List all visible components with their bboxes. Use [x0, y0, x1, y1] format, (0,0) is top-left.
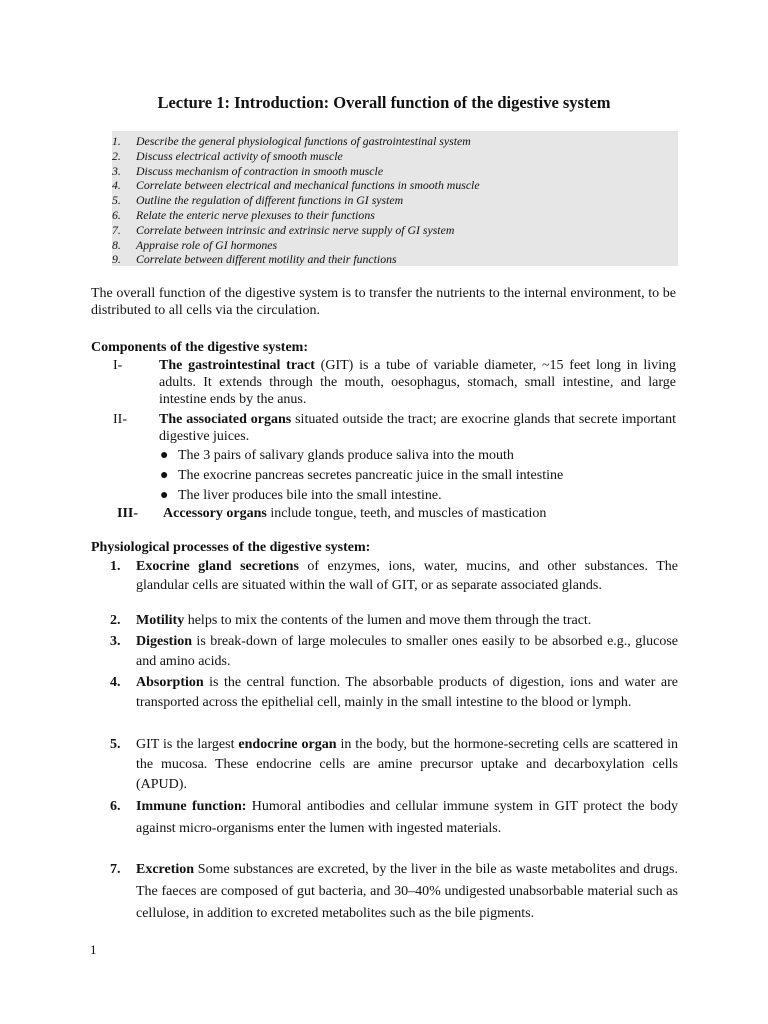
roman-numeral: II- [113, 412, 127, 427]
bullet-dot-icon: ● [160, 448, 169, 463]
roman-numeral: III- [117, 506, 139, 521]
intro-paragraph: The overall function of the digestive system is to transfer the nutrients to the internal environment, to be distributed to all cells via the circulation. [91, 286, 676, 318]
process-description: Some substances are excreted, by the liver in the bile as waste metabolites and drugs. The faeces are composed of gut bacteria, and 30–40% undigested unabsorbable material such as cellulose, in addition to excreted metabolites such as the bile pigments. [136, 862, 678, 921]
objective-text: Correlate between intrinsic and extrinsic nerve supply of GI system [136, 222, 455, 237]
process-text [136, 673, 678, 713]
process-prefix: GIT is the largest [136, 737, 239, 752]
page-number: 1 [90, 942, 97, 957]
process-description: helps to mix the contents of the lumen and move them through the tract. [184, 613, 592, 628]
process-term: Motility [136, 613, 185, 628]
component-term: The associated organs [159, 412, 292, 427]
process-description: is the central function. The absorbable products of digestion, ions and water are transported across the epithelial cell, mainly in the small intestine to the blood or lymph. [136, 675, 678, 710]
components-heading: Components of the digestive system: [91, 340, 308, 355]
process-description: Humoral antibodies and cellular immune system in GIT protect the body against micro-organisms enter the lumen with ingested materials. [136, 799, 678, 836]
bullet-text: The exocrine pancreas secretes pancreatic juice in the small intestine [178, 468, 564, 483]
component-description: include tongue, teeth, and muscles of mastication [266, 506, 547, 521]
component-text [159, 411, 676, 445]
process-number: 1. [110, 559, 121, 574]
page-title: Lecture 1: Introduction: Overall function of the digestive system [157, 93, 611, 112]
objective-text: Discuss mechanism of contraction in smooth muscle [136, 163, 384, 178]
component-description: situated outside the tract; are exocrine glands that secrete important digestive juices. [159, 412, 677, 444]
process-description: in the body, but the hormone-secreting cells are scattered in the mucosa. These endocrine cells are amine precursor uptake and decarboxylation cells (APUD). [136, 737, 679, 792]
process-number: 2. [110, 613, 121, 628]
objective-text: Correlate between electrical and mechanical functions in smooth muscle [136, 178, 480, 193]
component-description: (GIT) is a tube of variable diameter, ~15 feet long in living adults. It extends through the mouth, oesophagus, stomach, small intestine, and large intestine ends by the anus. [159, 358, 677, 407]
process-number: 3. [110, 634, 121, 649]
component-term: The gastrointestinal tract [159, 358, 315, 373]
process-number: 5. [110, 737, 121, 752]
process-text [136, 735, 678, 795]
bullet-dot-icon: ● [160, 488, 169, 503]
objective-number: 5. [112, 193, 121, 208]
objective-text: Relate the enteric nerve plexuses to their functions [136, 207, 375, 222]
process-term: Immune function: [136, 799, 247, 814]
objective-number: 3. [112, 163, 121, 178]
process-text [136, 796, 678, 840]
process-description: of enzymes, ions, water, mucins, and other substances. The glandular cells are situated within the wall of GIT, or as separate associated glands. [136, 559, 678, 593]
process-text [136, 632, 678, 672]
objective-number: 4. [112, 178, 121, 193]
process-term: Absorption [136, 675, 204, 690]
objective-item [112, 223, 678, 238]
objective-item [112, 252, 678, 267]
roman-numeral: I- [113, 358, 123, 373]
process-number: 7. [110, 862, 121, 877]
objective-item [112, 178, 678, 193]
objective-number: 2. [112, 148, 121, 163]
objective-number: 6. [112, 207, 121, 222]
objective-item [112, 134, 678, 149]
objective-item [112, 149, 678, 164]
component-text [159, 357, 676, 408]
bullet-text: The liver produces bile into the small intestine. [178, 488, 442, 503]
processes-heading: Physiological processes of the digestive system: [91, 540, 371, 555]
objective-number: 9. [112, 252, 121, 267]
objective-item [112, 193, 678, 208]
objective-number: 8. [112, 237, 121, 252]
process-text [136, 859, 678, 925]
objective-item [112, 164, 678, 179]
process-text [136, 557, 678, 595]
objective-number: 1. [112, 134, 121, 148]
component-term: Accessory organs [163, 506, 267, 521]
process-text [136, 611, 678, 630]
objectives-list [112, 131, 678, 267]
objective-number: 7. [112, 222, 121, 237]
objective-text: Describe the general physiological functions of gastrointestinal system [136, 134, 471, 148]
process-term: Digestion [136, 634, 192, 649]
process-term: endocrine organ [238, 737, 337, 752]
objective-text: Appraise role of GI hormones [136, 237, 278, 252]
objective-item [112, 238, 678, 253]
process-term: Excretion [136, 862, 195, 877]
objective-text: Discuss electrical activity of smooth muscle [136, 148, 343, 163]
objective-item [112, 208, 678, 223]
objective-text: Outline the regulation of different functions in GI system [136, 193, 404, 208]
process-term: Exocrine gland secretions [136, 559, 299, 574]
objective-text: Correlate between different motility and their functions [136, 252, 397, 267]
bullet-dot-icon: ● [160, 468, 169, 483]
learning-objectives-box [112, 131, 678, 266]
process-description: is break-down of large molecules to smaller ones easily to be absorbed e.g., glucose and amino acids. [136, 634, 678, 669]
process-number: 4. [110, 675, 121, 690]
process-number: 6. [110, 799, 121, 814]
component-text [163, 505, 676, 522]
bullet-text: The 3 pairs of salivary glands produce saliva into the mouth [178, 448, 514, 463]
